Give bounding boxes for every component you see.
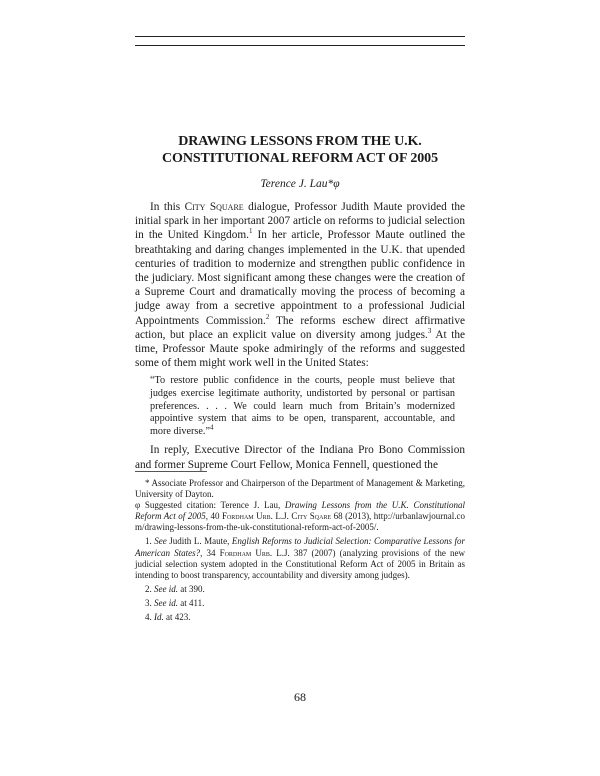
footnote-ref-1[interactable]: 1: [248, 227, 253, 236]
footnote-ref-4[interactable]: 4: [209, 423, 214, 432]
paragraph-2: In reply, Executive Director of the Indiana Pro Bono Commission and former Supreme Court Fellow, Monica Fennell, questioned the: [135, 444, 465, 471]
citation-url[interactable]: 68 (2013), http://urbanlawjournal.com/drawing-lessons-from-the-uk-constitutional-reform-act-of-2005/.: [135, 511, 466, 533]
footnote-divider: [135, 471, 207, 472]
footnotes: [135, 478, 465, 623]
page-number: 68: [294, 690, 306, 704]
title-line-2: CONSTITUTIONAL REFORM ACT OF 2005: [162, 150, 438, 166]
block-quote: “To restore public confidence in the courts, people must believe that judges exercise legitimate authority, undistorted by personal or partisan preferences. . . . We could learn much from Britain’s modernized appointive system that aims to be open, transparent, accountable, and more diverse.”$^4$: [150, 375, 455, 437]
footnote-3: 3. See id. at 411.: [145, 597, 205, 608]
footnote-4: 4. Id. at 423.: [145, 612, 191, 623]
header-rule-top: [135, 36, 465, 37]
author-byline: Terence J. Lau*φ: [260, 178, 340, 190]
journal-name: City Square: [184, 201, 244, 213]
title-line-1: DRAWING LESSONS FROM THE U.K.: [178, 134, 422, 149]
footnote-1: 1. See Judith L. Maute, English Reforms to Judicial Selection: Comparative Lessons for American States?, 34 Fordham Urb. L.J. 387 (2007) (analyzing provisions of the new judicial selection system adopted in the Constitutional Reform Act of 2005 in Britain as intending to boost transparency, accountability and diversity among judges).: [135, 536, 466, 580]
footnote-ref-2[interactable]: 2: [265, 312, 270, 321]
paragraph-1: In this City Square dialogue, Professor Judith Maute provided the initial spark in her important 2007 article on reforms to judicial selection in the United Kingdom.$^1$ In her article, Professor Maute outlined the breathtaking and daring changes implemented in the U.K. that upended centuries of tradition to modernize and strengthen public confidence in the judiciary. Most significant among these changes were the creation of a Supreme Court and dramatically moving the process of becoming a judge away from a secretive appointment to a professional Judicial Appointments Commission.$^2$ The reforms eschew direct affirmative action, but place an explicit value on diversity among judges.$^3$ At the time, Professor Maute spoke admiringly of the reforms and suggested some of them might work well in the United States:: [135, 201, 466, 370]
header-rule-bottom: [135, 45, 465, 46]
footnote-ref-3[interactable]: 3: [427, 327, 432, 336]
article-body: [135, 200, 465, 472]
footnote-2: 2. See id. at 390.: [145, 583, 205, 594]
article-title: [135, 134, 465, 167]
footnote-phi: φ Suggested citation: Terence J. Lau, Drawing Lessons from the U.K. Constitutional Reform Act of 2005, 40 Fordham Urb. L.J. City Sqare 68 (2013), http://urbanlawjournal.com/drawing-lessons-from-the-uk-constitutional-reform-act-of-2005/.: [135, 500, 466, 533]
footnote-star: * Associate Professor and Chairperson of the Department of Management & Marketing, University of Dayton.: [135, 478, 465, 500]
